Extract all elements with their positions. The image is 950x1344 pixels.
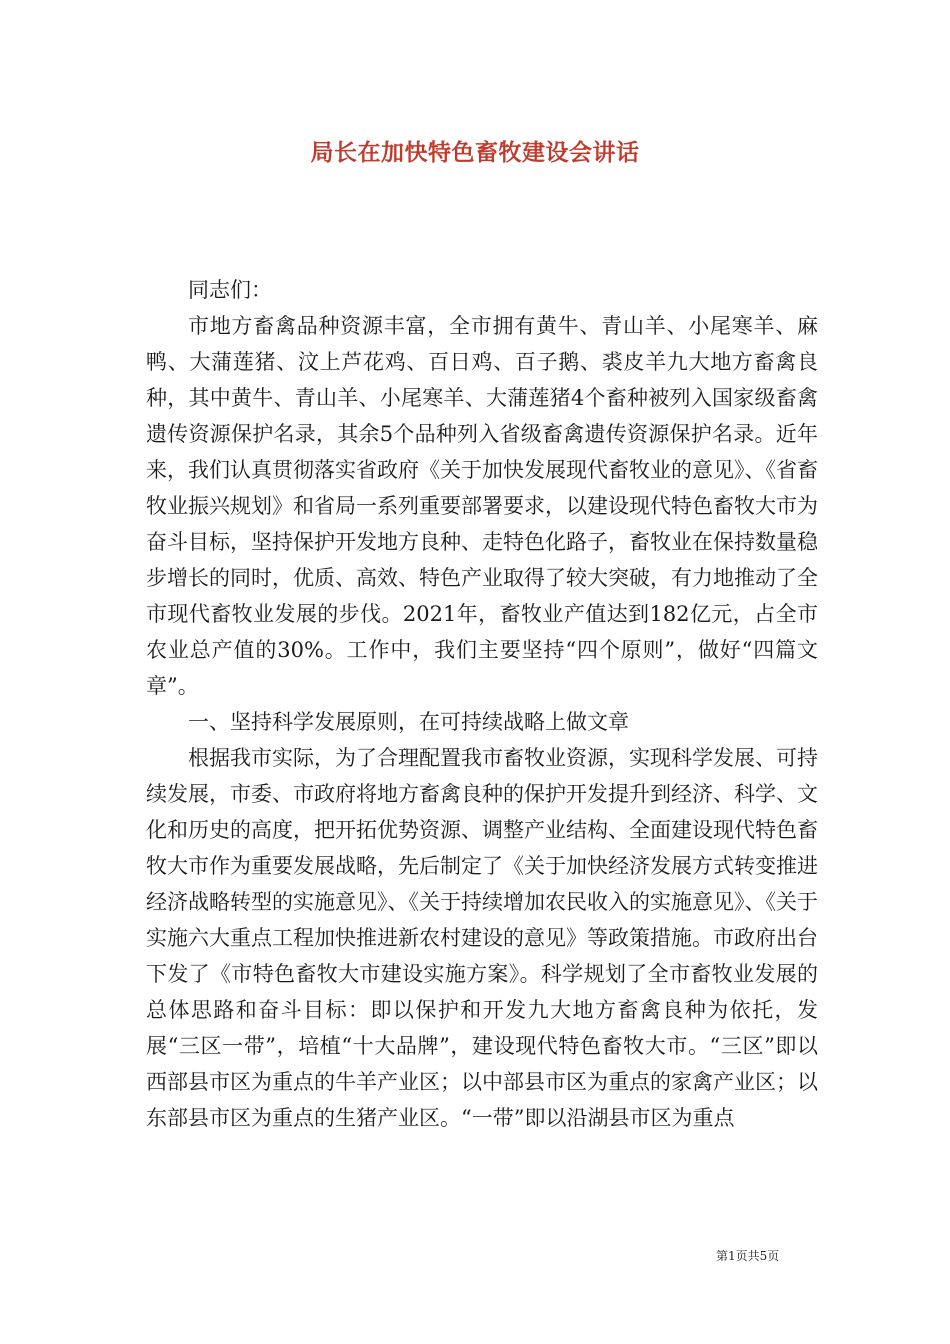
- document-body: [146, 272, 818, 1136]
- page-title: 局长在加快特色畜牧建设会讲话: [310, 139, 640, 166]
- paragraph-intro: 市地方畜禽品种资源丰富，全市拥有黄牛、青山羊、小尾寒羊、麻鸭、大蒲莲猪、汶上芦花鸡、百日鸡、百子鹅、裘皮羊九大地方畜禽良种，其中黄牛、青山羊、小尾寒羊、大蒲莲猪4个畜种被列入国家级畜禽遗传资源保护名录，其余5个品种列入省级畜禽遗传资源保护名录。近年来，我们认真贯彻落实省政府《关于加快发展现代畜牧业的意见》、《省畜牧业振兴规划》和省局一系列重要部署要求，以建设现代特色畜牧大市为奋斗目标，坚持保护开发地方良种、走特色化路子，畜牧业在保持数量稳步增长的同时，优质、高效、特色产业取得了较大突破，有力地推动了全市现代畜牧业发展的步伐。2021年，畜牧业产值达到182亿元，占全市农业总产值的30%。工作中，我们主要坚持“四个原则”，做好“四篇文章”。: [146, 314, 818, 698]
- paragraph-section-1: 根据我市实际，为了合理配置我市畜牧业资源，实现科学发展、可持续发展，市委、市政府将地方畜禽良种的保护开发提升到经济、科学、文化和历史的高度，把开拓优势资源、调整产业结构、全面建设现代特色畜牧大市作为重要发展战略，先后制定了《关于加快经济发展方式转变推进经济战略转型的实施意见》、《关于持续增加农民收入的实施意见》、《关于实施六大重点工程加快推进新农村建设的意见》等政策措施。市政府出台下发了《市特色畜牧大市建设实施方案》。科学规划了全市畜牧业发展的总体思路和奋斗目标：即以保护和开发九大地方畜禽良种为依托，发展“三区一带”，培植“十大品牌”，建设现代特色畜牧大市。“三区”即以西部县市区为重点的牛羊产业区；以中部县市区为重点的家禽产业区；以东部县市区为重点的生猪产业区。“一带”即以沿湖县市区为重点: [146, 746, 818, 1130]
- section-heading-1: 一、坚持科学发展原则，在可持续战略上做文章: [188, 710, 629, 734]
- page-number: 第1页共5页: [716, 1249, 780, 1263]
- salutation: 同志们：: [188, 278, 272, 302]
